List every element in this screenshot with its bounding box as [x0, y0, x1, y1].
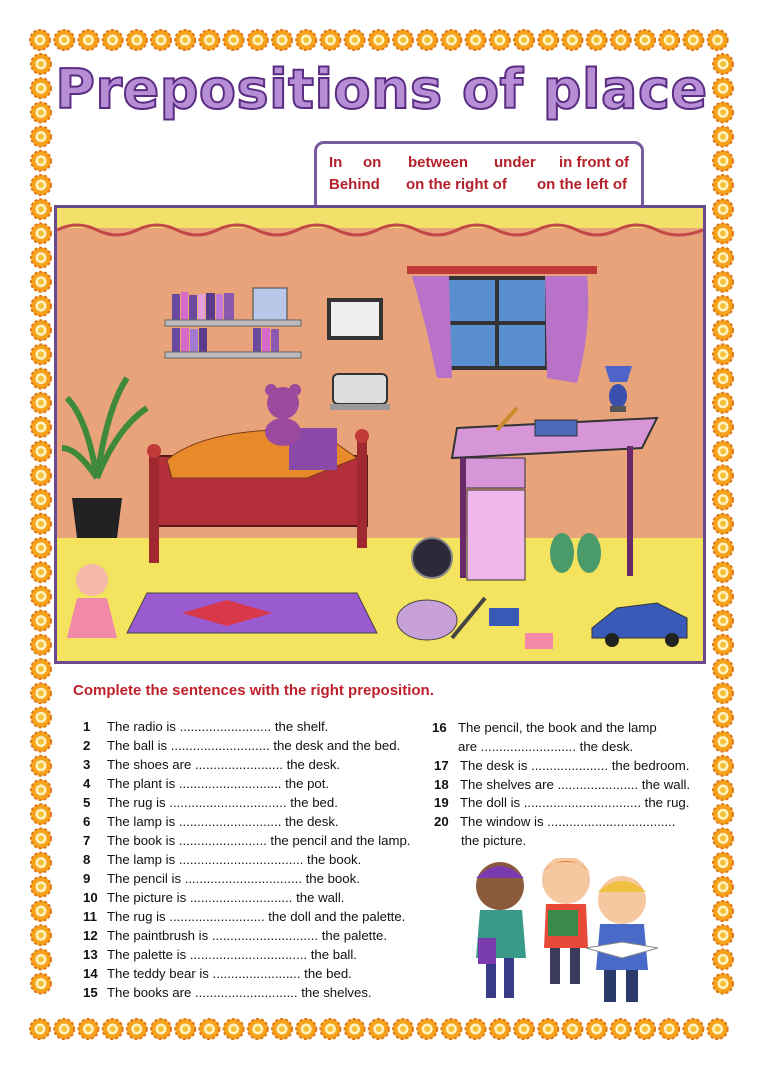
sentence-text: The plant is ............................ the pot.	[107, 776, 330, 791]
sentence-text: The doll is ................................ the rug.	[460, 795, 690, 810]
palette-icon	[397, 600, 457, 640]
sentence-number: 8	[83, 852, 91, 867]
sentence-4	[83, 776, 329, 791]
sentence-1	[83, 719, 328, 734]
word-under: under	[494, 154, 536, 171]
sentence-12	[83, 928, 387, 943]
sentence-text: The radio is ......................... the shelf.	[107, 719, 329, 734]
sentence-number: 14	[83, 966, 98, 981]
word-in: In	[329, 154, 343, 171]
sentence-text: The desk is ..................... the bedroom.	[460, 758, 690, 773]
sentence-text: The rug is ................................ the bed.	[107, 795, 338, 810]
sentence-number: 6	[83, 814, 91, 829]
children-reading-illustration	[462, 858, 662, 1008]
sentence-text: The palette is ................................ the ball.	[107, 947, 357, 962]
sentence-18	[434, 777, 690, 792]
sentence-number: 10	[83, 890, 98, 905]
sentence-number: 17	[434, 758, 449, 773]
sentence-number: 20	[434, 814, 449, 829]
sentence-text: The window is ...................................	[460, 814, 676, 829]
sentence-text: The book is ........................ the pencil and the lamp.	[107, 833, 411, 848]
sentence-6	[83, 814, 339, 829]
sentence-text: The teddy bear is ........................ the bed.	[107, 966, 352, 981]
sentence-text: The books are ............................ the shelves.	[107, 985, 372, 1000]
sentence-number: 18	[434, 777, 449, 792]
sentence-text: The rug is .......................... the doll and the palette.	[107, 909, 406, 924]
sentence-number: 15	[83, 985, 98, 1000]
sentence-number: 4	[83, 776, 91, 791]
sentence-number: 19	[434, 795, 449, 810]
sentence-number: 1	[83, 719, 91, 734]
sentence-9	[83, 871, 360, 886]
sentence-5	[83, 795, 338, 810]
sentence-13	[83, 947, 357, 962]
sentence-14	[83, 966, 352, 981]
word-on-the-right-of: on the right of	[406, 176, 507, 193]
sentence-17	[434, 758, 689, 773]
word-on-the-left-of: on the left of	[537, 176, 627, 193]
word-in-front-of: in front of	[559, 154, 629, 171]
sentence-number: 13	[83, 947, 98, 962]
sentence-text: The shelves are ...................... the wall.	[460, 777, 691, 792]
sentence-11	[83, 909, 405, 924]
sentence-10	[83, 890, 344, 905]
sentence-number: 9	[83, 871, 91, 886]
instruction-text: Complete the sentences with the right preposition.	[73, 682, 434, 699]
sentence-16-cont: are .......................... the desk.	[458, 739, 634, 754]
lego-brick-icon	[489, 608, 519, 626]
ball-icon	[412, 538, 452, 578]
sentence-number: 2	[83, 738, 91, 753]
bedroom-scene-illustration	[54, 205, 706, 664]
picture-frame-icon	[329, 300, 381, 338]
sentence-text: The shoes are ........................ the desk.	[107, 757, 341, 772]
rug-icon	[127, 593, 377, 633]
word-on: on	[363, 154, 382, 171]
sentence-text: The pencil is ................................ the book.	[107, 871, 360, 886]
sentence-number: 7	[83, 833, 91, 848]
sentence-2	[83, 738, 400, 753]
sentence-number: 3	[83, 757, 91, 772]
sentence-text: The lamp is .................................. the book.	[107, 852, 362, 867]
page-title: Prepositions of place	[55, 58, 708, 121]
window-icon	[407, 266, 597, 383]
word-between: between	[408, 154, 469, 171]
sentence-16	[432, 720, 657, 735]
word-behind: Behind	[329, 176, 380, 193]
sentence-text: The picture is ............................ the wall.	[107, 890, 345, 905]
sentence-19	[434, 795, 689, 810]
sentence-text: The lamp is ............................ the desk.	[107, 814, 339, 829]
sentence-15	[83, 985, 372, 1000]
sentence-text: The pencil, the book and the lamp	[458, 720, 657, 735]
sentence-number: 12	[83, 928, 98, 943]
radio-icon	[333, 374, 387, 404]
book-icon	[535, 420, 577, 436]
sentence-text: The paintbrush is ............................. the palette.	[107, 928, 387, 943]
sentence-text: The ball is ........................... the desk and the bed.	[107, 738, 401, 753]
word-bank	[314, 141, 644, 213]
sentence-8	[83, 852, 361, 867]
sentence-number: 16	[432, 720, 447, 735]
sentence-number: 11	[83, 909, 97, 924]
sentence-7	[83, 833, 410, 848]
sentence-20-cont: the picture.	[461, 833, 527, 848]
sentence-20	[434, 814, 675, 829]
sentence-3	[83, 757, 340, 772]
sentence-number: 5	[83, 795, 91, 810]
